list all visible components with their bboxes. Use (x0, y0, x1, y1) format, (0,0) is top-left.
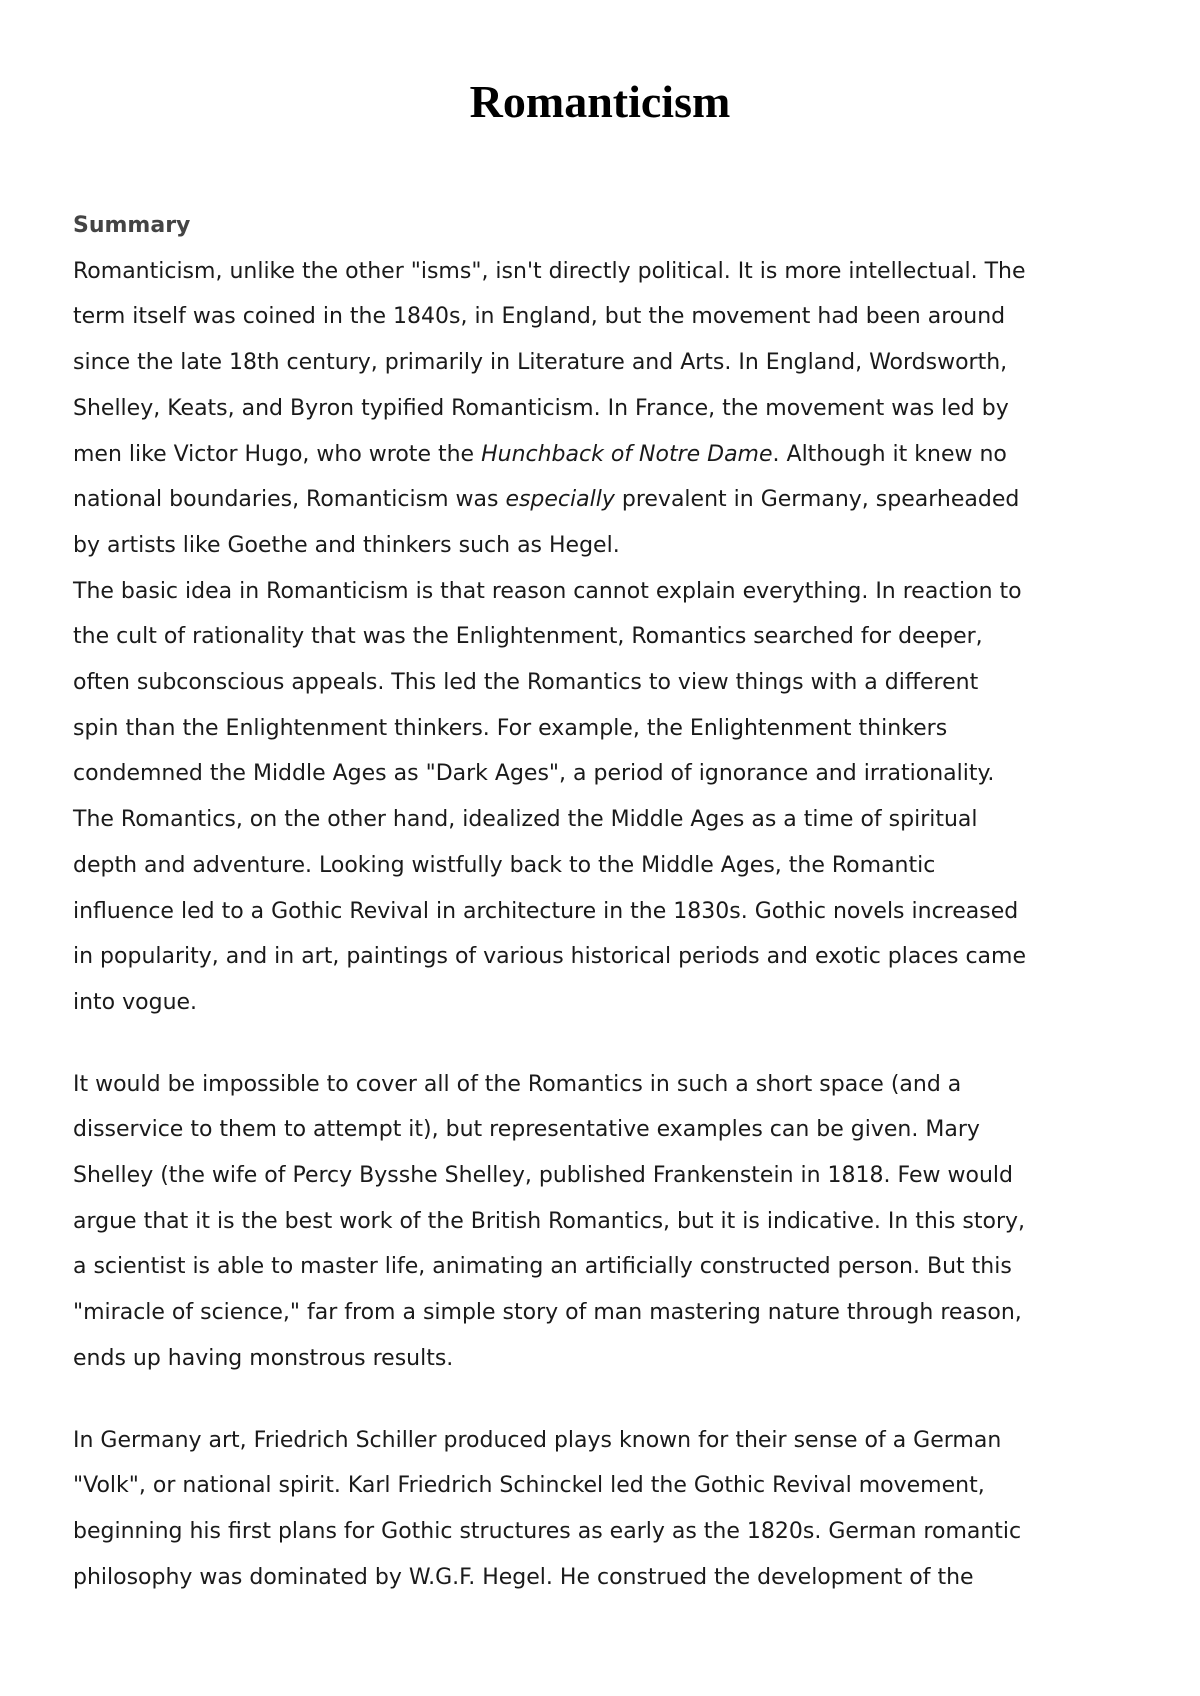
text-line: beginning his first plans for Gothic structures as early as the 1820s. German romantic (73, 1518, 1022, 1544)
text-line: spin than the Enlightenment thinkers. For example, the Enlightenment thinkers (73, 715, 948, 741)
text-line: often subconscious appeals. This led the Romantics to view things with a different (73, 670, 979, 696)
text-line: the cult of rationality that was the Enlightenment, Romantics searched for deeper, (73, 624, 983, 650)
paragraph-gap (73, 1026, 1143, 1062)
text-run: prevalent in Germany, spearheaded (614, 487, 1020, 513)
document-body (73, 203, 1143, 1600)
text-line: disservice to them to attempt it), but representative examples can be given. Mary (73, 1117, 980, 1143)
text-line: "miracle of science," far from a simple story of man mastering nature through reason, (73, 1300, 1022, 1326)
text-line: depth and adventure. Looking wistfully back to the Middle Ages, the Romantic (73, 852, 936, 878)
paragraph-gap (73, 1382, 1143, 1418)
text-line: in popularity, and in art, paintings of various historical periods and exotic places came (73, 944, 1026, 970)
text-line: Shelley (the wife of Percy Bysshe Shelley, published Frankenstein in 1818. Few would (73, 1163, 1013, 1189)
text-line: The basic idea in Romanticism is that reason cannot explain everything. In reaction to (73, 578, 1022, 604)
text-line: Shelley, Keats, and Byron typified Romanticism. In France, the movement was led by (73, 395, 1009, 421)
paragraph-2 (73, 569, 1143, 1026)
text-run: national boundaries, Romanticism was (73, 487, 506, 513)
text-line: It would be impossible to cover all of the Romantics in such a short space (and a (73, 1071, 962, 1097)
text-line: into vogue. (73, 989, 198, 1015)
book-title-emphasis: Hunchback of Notre Dame (481, 441, 773, 467)
text-line: influence led to a Gothic Revival in architecture in the 1830s. Gothic novels increased (73, 898, 1019, 924)
text-line: by artists like Goethe and thinkers such as Hegel. (73, 532, 620, 558)
page-title: Romanticism (469, 76, 731, 127)
text-line: term itself was coined in the 1840s, in England, but the movement had been around (73, 304, 1006, 330)
text-line: since the late 18th century, primarily in Literature and Arts. In England, Wordsworth, (73, 350, 1008, 376)
text-line: "Volk", or national spirit. Karl Friedrich Schinckel led the Gothic Revival movement, (73, 1473, 985, 1499)
text-line: The Romantics, on the other hand, idealized the Middle Ages as a time of spiritual (73, 807, 978, 833)
paragraph-4 (73, 1418, 1143, 1601)
text-line (73, 432, 1143, 478)
text-line: a scientist is able to master life, animating an artificially constructed person. But this (73, 1254, 1012, 1280)
text-run: . Although it knew no (772, 441, 1007, 467)
text-line: condemned the Middle Ages as "Dark Ages", a period of ignorance and irrationality. (73, 761, 995, 787)
paragraph-3 (73, 1062, 1143, 1382)
emphasis-text: especially (505, 487, 615, 513)
text-line: argue that it is the best work of the British Romantics, but it is indicative. In this story, (73, 1208, 1026, 1234)
text-run: men like Victor Hugo, who wrote the (73, 441, 482, 467)
text-line: Romanticism, unlike the other "isms", isn't directly political. It is more intellectual. The (73, 258, 1026, 284)
paragraph-1 (73, 249, 1143, 569)
text-line: philosophy was dominated by W.G.F. Hegel. He construed the development of the (73, 1564, 974, 1590)
text-line: ends up having monstrous results. (73, 1345, 454, 1371)
section-heading: Summary (73, 213, 191, 238)
text-line: In Germany art, Friedrich Schiller produced plays known for their sense of a German (73, 1427, 1002, 1453)
text-line (73, 477, 1143, 523)
